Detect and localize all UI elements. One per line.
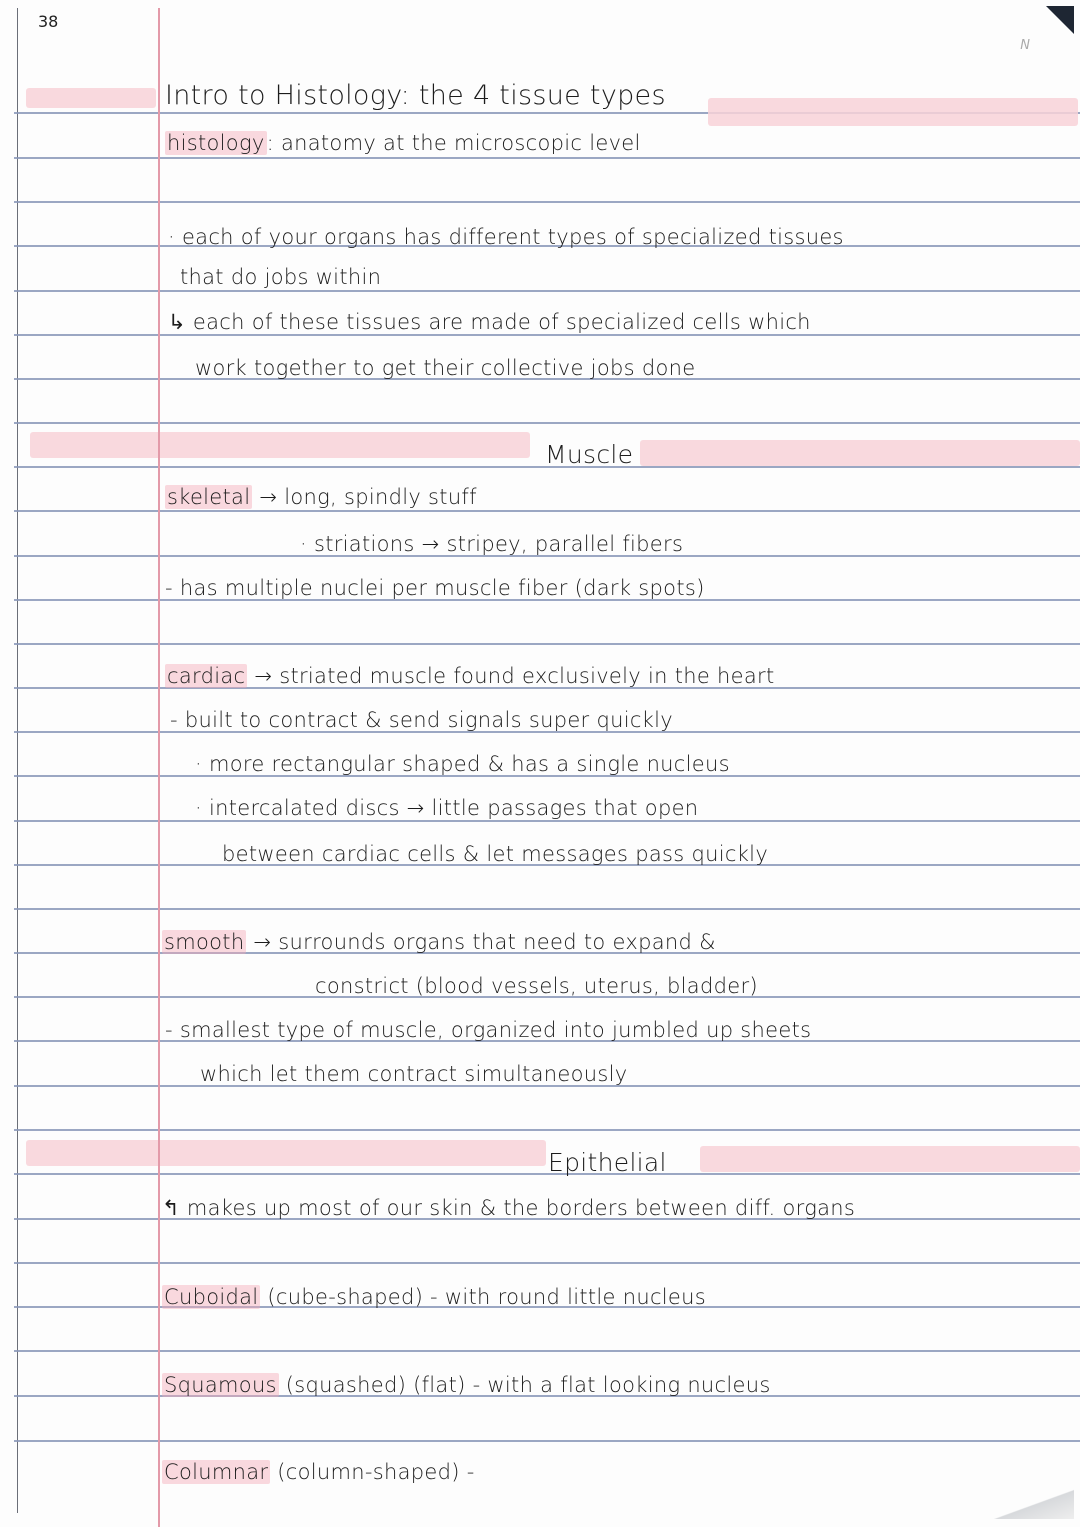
note-line: · more rectangular shaped & has a single nucleus <box>195 752 730 776</box>
page-number: 38 <box>38 12 59 31</box>
muscle-type-term: cardiac <box>167 664 246 688</box>
epithelial-type-term: Cuboidal <box>164 1285 259 1309</box>
section-heading-muscle: Muscle <box>545 440 634 469</box>
title-highlight-right <box>708 98 1078 126</box>
note-line: - smallest type of muscle, organized into jumbled up sheets <box>165 1018 812 1042</box>
epithelial-type-term: Columnar <box>164 1460 269 1484</box>
title-highlight-left <box>26 88 156 108</box>
intro-line: ↳ each of these tissues are made of specialized cells which <box>168 310 811 334</box>
note-line: constrict (blood vessels, uterus, bladder) <box>315 974 758 998</box>
definition-line <box>165 131 641 155</box>
note-line: · striations → stripey, parallel fibers <box>300 532 684 556</box>
definition-term: histology <box>167 131 265 155</box>
muscle-highlight-right <box>640 440 1080 466</box>
note-line: - built to contract & send signals super quickly <box>170 708 674 732</box>
note-line: skeletal → long, spindly stuff <box>167 485 477 509</box>
intro-line: that do jobs within <box>180 265 382 289</box>
epithelial-highlight-right <box>700 1146 1080 1172</box>
note-line: · intercalated discs → little passages that open <box>195 796 699 820</box>
note-line: ↰ makes up most of our skin & the borders between diff. organs <box>162 1196 856 1220</box>
epithelial-highlight-left <box>26 1140 546 1166</box>
note-line: - has multiple nuclei per muscle fiber (dark spots) <box>165 576 705 600</box>
epithelial-type-term: Squamous <box>164 1373 277 1397</box>
page-corner <box>1046 6 1074 34</box>
section-heading-epithelial: Epithelial <box>548 1148 667 1177</box>
note-line: cardiac → striated muscle found exclusively in the heart <box>167 664 775 688</box>
definition-text: : anatomy at the microscopic level <box>266 131 641 155</box>
page-curl <box>994 1489 1074 1519</box>
note-line: between cardiac cells & let messages pass quickly <box>222 842 769 866</box>
muscle-type-term: smooth <box>164 930 245 954</box>
muscle-type-term: skeletal <box>167 485 251 509</box>
intro-line: work together to get their collective jobs done <box>195 356 696 380</box>
note-line: Columnar (column-shaped) - <box>164 1460 475 1484</box>
margin-line <box>158 8 160 1527</box>
paper-edge <box>17 8 18 1513</box>
page-title: Intro to Histology: the 4 tissue types <box>165 80 666 111</box>
note-line: Squamous (squashed) (flat) - with a flat looking nucleus <box>164 1373 771 1397</box>
note-line: smooth → surrounds organs that need to expand & <box>164 930 716 954</box>
corner-mark: N <box>1020 38 1030 53</box>
intro-line: · each of your organs has different types of specialized tissues <box>168 225 844 249</box>
note-line: Cuboidal (cube-shaped) - with round little nucleus <box>164 1285 707 1309</box>
note-line: which let them contract simultaneously <box>200 1062 628 1086</box>
muscle-highlight-left <box>30 432 530 458</box>
